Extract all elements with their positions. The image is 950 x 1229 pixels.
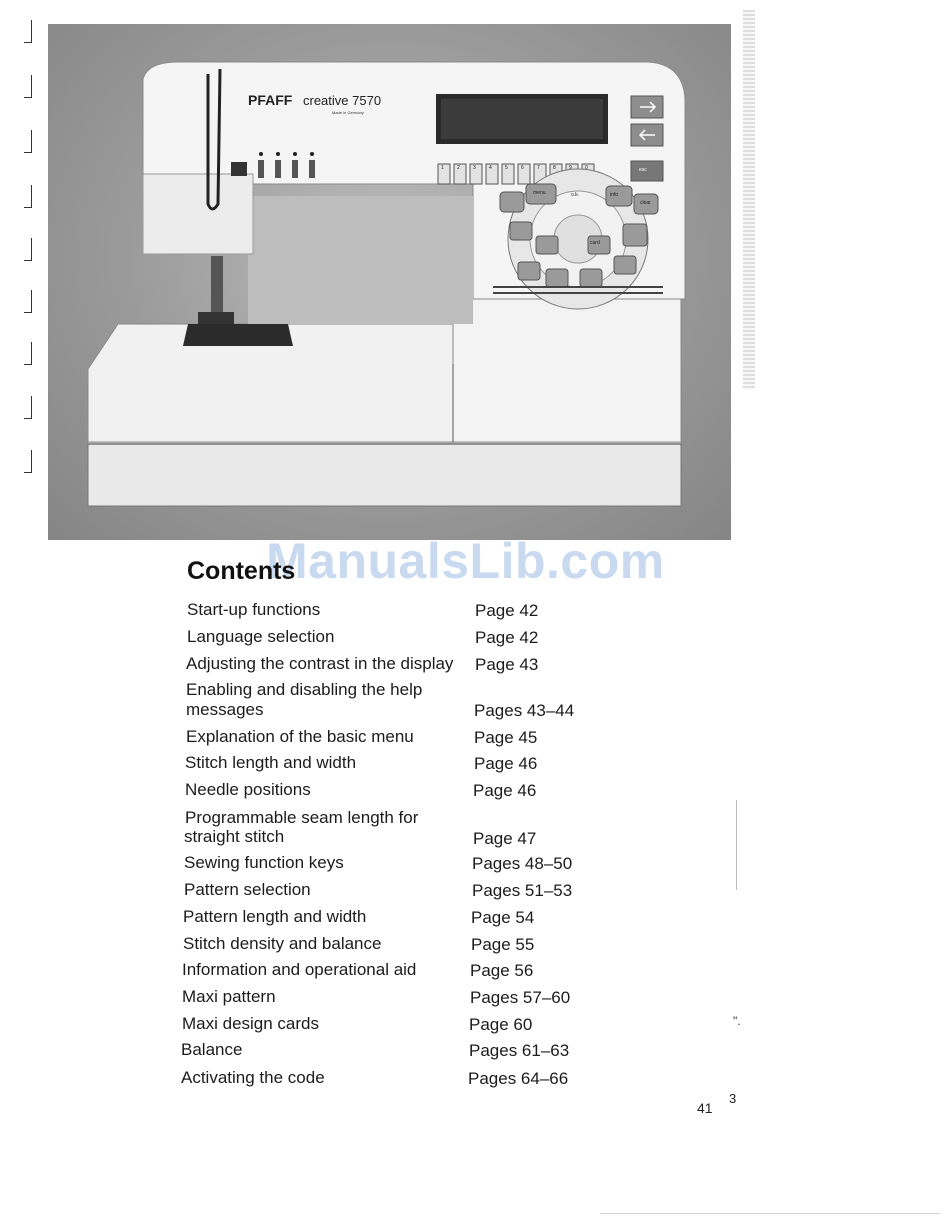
number-key-label: 6 bbox=[521, 165, 524, 171]
key-clear-label: clear bbox=[640, 200, 651, 206]
number-key-label: 3 bbox=[473, 165, 476, 171]
toc-entry-title: Balance bbox=[181, 1040, 243, 1059]
toc-entry-title: Pattern length and width bbox=[183, 907, 367, 926]
binding-mark bbox=[24, 185, 32, 208]
toc-entry-page: Pages 64–66 bbox=[468, 1069, 569, 1088]
toc-entry-page: Page 55 bbox=[471, 935, 535, 954]
key-esc-label: esc bbox=[639, 167, 647, 173]
toc-entry-title-continued: messages bbox=[186, 700, 264, 719]
toc-entry-page: Page 46 bbox=[473, 781, 537, 800]
brand-name: PFAFF bbox=[248, 92, 293, 108]
number-key-label: 2 bbox=[457, 165, 460, 171]
toc-entry-title: Maxi design cards bbox=[182, 1014, 320, 1033]
toc-entry-page: Pages 61–63 bbox=[469, 1041, 570, 1060]
toc-entry-title: Information and operational aid bbox=[182, 960, 417, 979]
key-info-label: info bbox=[610, 192, 619, 198]
number-key-label: 7 bbox=[537, 165, 540, 171]
binding-mark bbox=[24, 450, 32, 473]
number-key-label: 1 bbox=[441, 165, 444, 171]
stray-mark: ". bbox=[733, 1014, 741, 1028]
key-menu-label: menu bbox=[533, 190, 546, 196]
toc-entry-page: Page 42 bbox=[475, 628, 539, 647]
toc-entry-page: Page 47 bbox=[473, 829, 537, 848]
toc-entry-title: Stitch length and width bbox=[185, 753, 357, 772]
number-key-label: 8 bbox=[553, 165, 556, 171]
toc-entry-page: Page 60 bbox=[469, 1015, 533, 1034]
toc-entry-title: Adjusting the contrast in the display bbox=[186, 654, 454, 673]
number-key-label: 0 bbox=[585, 165, 588, 171]
page-number: 41 bbox=[697, 1100, 713, 1116]
page-title: Contents bbox=[187, 557, 296, 585]
toc-entry-page: Page 54 bbox=[471, 908, 535, 927]
toc-entry-title: Needle positions bbox=[185, 780, 311, 799]
toc-entry-page: Pages 51–53 bbox=[472, 881, 573, 900]
number-key-label: 4 bbox=[489, 165, 492, 171]
toc-entry-page: Page 43 bbox=[475, 655, 539, 674]
toc-entry-title: Enabling and disabling the help bbox=[186, 680, 423, 699]
toc-entry-title: Explanation of the basic menu bbox=[186, 727, 414, 746]
margin-binding-marks bbox=[18, 20, 38, 660]
sewing-machine-photo bbox=[48, 24, 731, 540]
key-card-label: card bbox=[590, 240, 600, 246]
binding-mark bbox=[24, 75, 32, 98]
scan-line bbox=[736, 800, 737, 890]
toc-entry-page: Page 56 bbox=[470, 961, 534, 980]
corner-number: 3 bbox=[729, 1091, 737, 1106]
toc-entry-page: Page 45 bbox=[474, 728, 538, 747]
toc-entry-title: Start-up functions bbox=[187, 600, 321, 619]
binding-mark bbox=[24, 238, 32, 261]
binding-mark bbox=[24, 290, 32, 313]
toc-entry-title: Activating the code bbox=[181, 1068, 325, 1087]
toc-entry-page: Pages 57–60 bbox=[470, 988, 571, 1007]
scan-edge-shading bbox=[743, 10, 755, 390]
made-in-label: Made in Germany bbox=[332, 110, 364, 115]
number-key-label: 5 bbox=[505, 165, 508, 171]
toc-entry-title: Sewing function keys bbox=[184, 853, 344, 872]
number-key-label: 9 bbox=[569, 165, 572, 171]
binding-mark bbox=[24, 130, 32, 153]
scan-line-bottom bbox=[600, 1213, 940, 1214]
toc-entry-title: Language selection bbox=[187, 627, 335, 646]
model-name: creative 7570 bbox=[303, 93, 382, 108]
toc-entry-title: Programmable seam length for bbox=[185, 808, 419, 827]
toc-entry-page: Page 42 bbox=[475, 601, 539, 620]
sewing-machine-illustration bbox=[48, 24, 731, 540]
toc-entry-page: Pages 48–50 bbox=[472, 854, 573, 873]
binding-mark bbox=[24, 342, 32, 365]
key-ok-label: o.k. bbox=[571, 192, 580, 198]
toc-entry-title: Stitch density and balance bbox=[183, 934, 382, 953]
watermark: ManualsLib.com bbox=[266, 533, 665, 589]
toc-entry-title-continued: straight stitch bbox=[184, 827, 285, 846]
toc-entry-title: Pattern selection bbox=[184, 880, 311, 899]
toc-entry-page: Pages 43–44 bbox=[474, 701, 575, 720]
toc-entry-page: Page 46 bbox=[474, 754, 538, 773]
binding-mark bbox=[24, 20, 32, 43]
toc-entry-title: Maxi pattern bbox=[182, 987, 276, 1006]
binding-mark bbox=[24, 396, 32, 419]
